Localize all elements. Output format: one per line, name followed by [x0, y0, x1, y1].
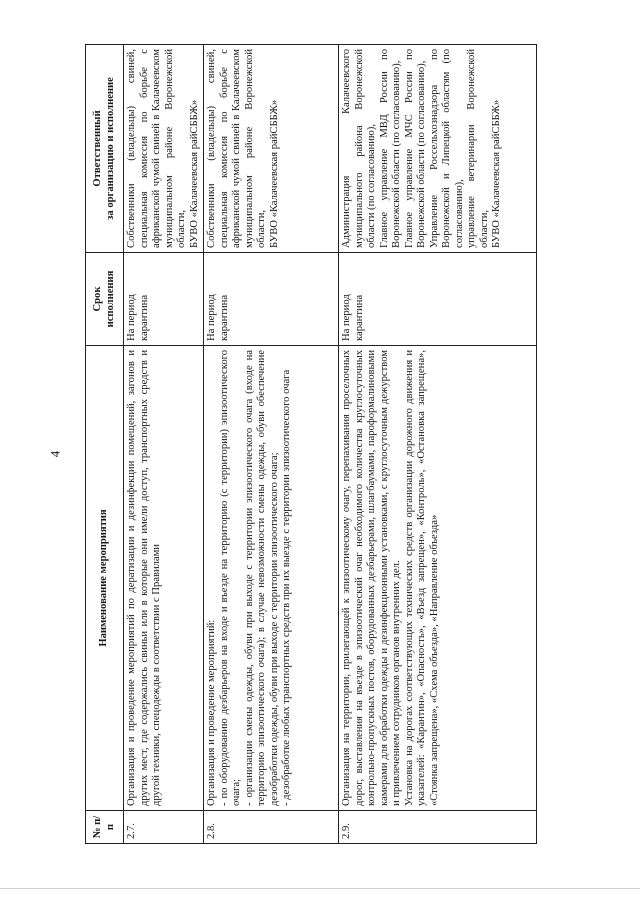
measures-table — [85, 44, 537, 844]
responsible-text: Собственники (владельцы) свиней, специальная комиссия по борьбе с африканской чумой свиней в Калачеевском муниципальном районе Воронежской области, — [206, 49, 267, 248]
responsible-text: БУВО «Калачеевская райСББЖ» — [491, 99, 502, 248]
header-number: № п/п — [86, 811, 124, 844]
row-responsible — [124, 45, 204, 253]
responsible-text: Главное управление МЧС России по Воронежской области (по согласованию), — [403, 49, 427, 248]
table-row — [204, 45, 339, 844]
responsible-text: Управление Россельхознадзора по Воронежской и Липецкой областям (по согласованию), — [428, 49, 465, 248]
row-responsible — [204, 45, 339, 253]
measure-text: Организация и проведение мероприятий по дератизации и дезинфекции помещений, загонов и других мест, где содержались свиньи или в которые они имели доступ, транспортных средств и другой техники, спецодежды в соответствии с Правилами — [126, 350, 162, 806]
responsible-text: Главное управление МВД России по Воронежской области (по согласованию), — [378, 49, 402, 248]
row-measure — [124, 346, 204, 811]
row-term: На период карантина — [204, 253, 339, 346]
row-responsible — [339, 45, 537, 253]
header-term: Срок исполнения — [86, 253, 124, 346]
table-row — [339, 45, 537, 844]
row-term: На период карантина — [339, 253, 537, 346]
measure-text: Установка на дорогах соответствующих технических средств организации дорожного движения и указателей: «Карантин», «Опасность», «Въезд запрещен», «Контроль», «Остановка запрещена», «Стоянка запрещена», «Схема объезда», «Направление объезда» — [403, 350, 440, 806]
row-measure — [339, 346, 537, 811]
header-responsible — [86, 45, 124, 253]
page-number: 4 — [47, 450, 63, 458]
table-header-row — [86, 45, 124, 844]
measure-text: - по оборудованию дезбарьеров на входе и въезде на территорию (с территории) эпизоотического очага; — [218, 350, 242, 806]
rotated-table-sheet — [85, 45, 621, 844]
header-responsible-line1: Ответственный — [92, 110, 103, 187]
responsible-text: БУВО «Калачеевская райСББЖ» — [188, 99, 200, 248]
responsible-text: Собственники (владельцы) свиней, специальная комиссия по борьбе с африканской чумой свиней в Калачеевском муниципальном районе Воронежской области, — [126, 49, 187, 248]
measure-text: Организация и проведение мероприятий: — [206, 619, 217, 806]
row-number: 2.7. — [124, 811, 204, 844]
row-measure — [204, 346, 339, 811]
table-row — [124, 45, 204, 844]
measure-text: - организации смены одежды, обуви при выходе с территории эпизоотического очага (входе на территорию эпизоотического очага); в случае невозможности смены одежды, обуви обеспечение дезобработки одежды, обуви при выходе с территории эпизоотического очага; — [243, 350, 280, 806]
row-number: 2.8. — [204, 811, 339, 844]
bottom-rule — [0, 888, 640, 889]
responsible-text: управление ветеринарии Воронежской области, — [466, 49, 490, 248]
header-name: Наименование мероприятия — [86, 346, 124, 811]
row-number: 2.9. — [339, 811, 537, 844]
responsible-text: Администрация Калачеевского муниципального района Воронежской области (по согласованию), — [341, 49, 377, 248]
measure-text: - дезобработке любых транспортных средств при их выезде с территории эпизоотического очага — [281, 369, 292, 806]
responsible-text: БУВО «Калачеевская райСББЖ» — [268, 99, 280, 248]
row-term: На период карантина — [124, 253, 204, 346]
measure-text: Организация на территории, прилегающей к эпизоотическому очагу, перепахивания проселочных дорог, выставления на въезде в эпизоотический очаг необходимого количества круглосуточных контрольно-пропускных постов, оборудованных дезбарьерами, шлагбаумами, пароформалиновыми камерами для обработки одежды и дезинфекционными установками, с круглосуточным дежурством и привлечением сотрудников органов внутренних дел. — [341, 350, 402, 806]
header-responsible-line2: за организацию и исполнение — [104, 77, 116, 220]
